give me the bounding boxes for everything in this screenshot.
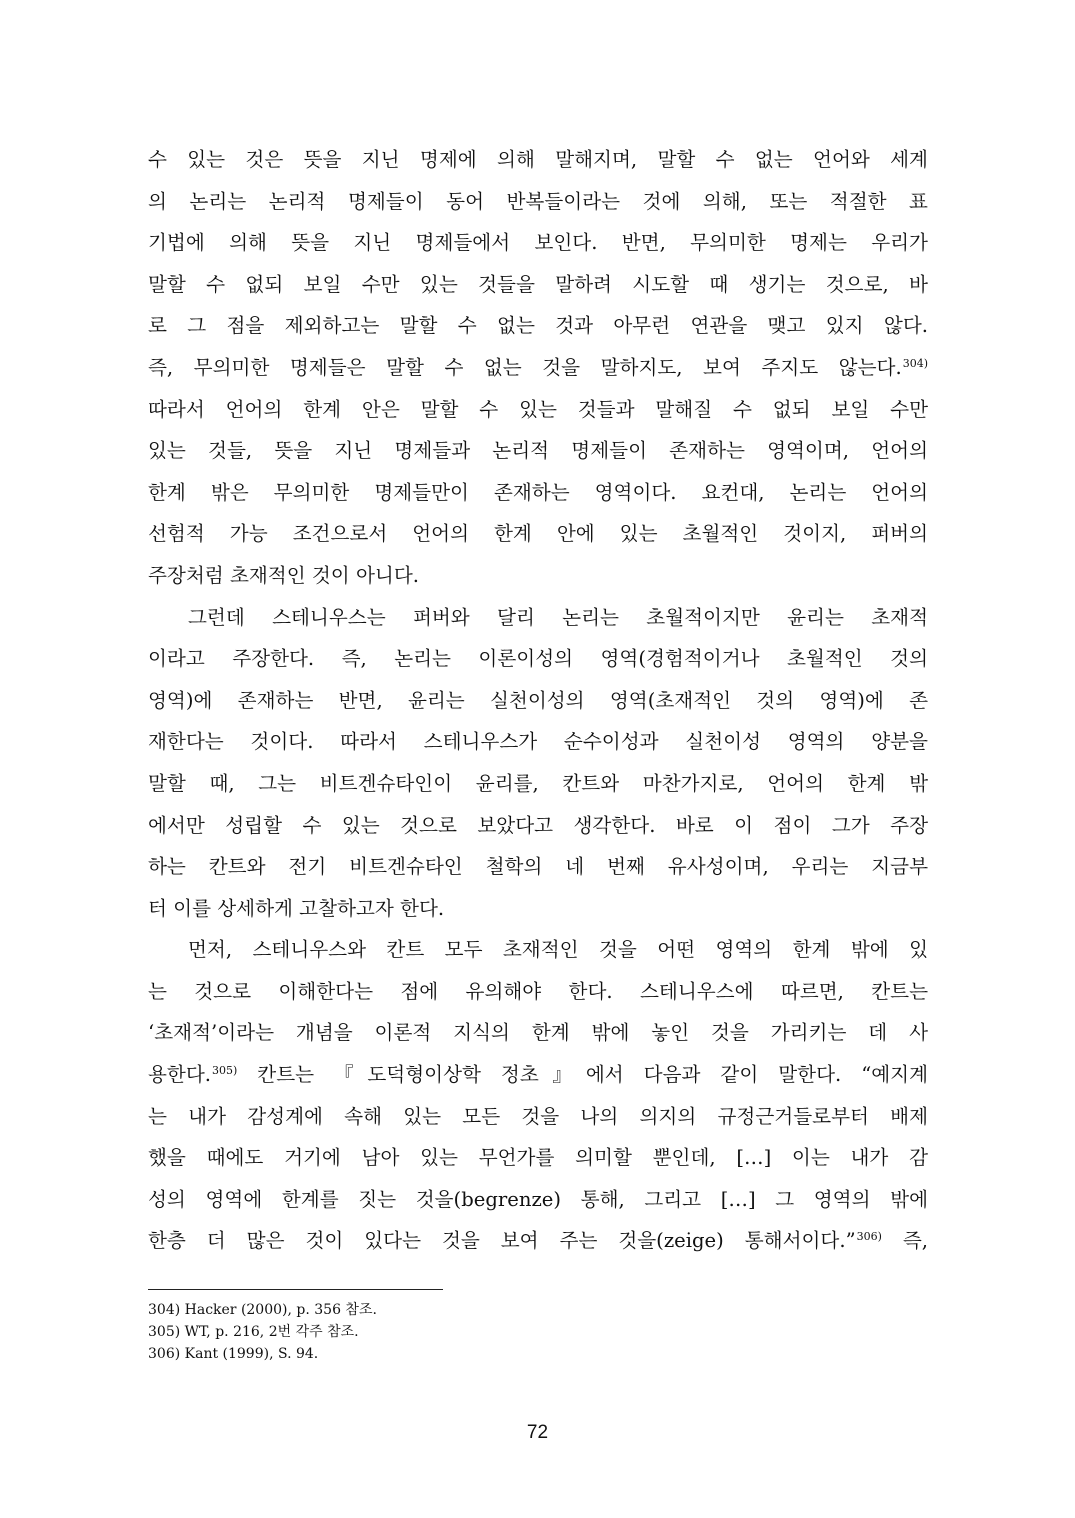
text-line: 성의 영역에 한계를 짓는 것을(begrenze) 통해, 그리고 […] 그 영역의 밖에 — [148, 1187, 928, 1211]
text-line: 말할 수 없되 보일 수만 있는 것들을 말하려 시도할 때 생기는 것으로, 바 — [148, 272, 928, 296]
text-segment: 즉, 무의미한 명제들은 말할 수 없는 것을 말하지도, 보여 주지도 않는다. — [148, 355, 902, 379]
text-line: 말할 때, 그는 비트겐슈타인이 윤리를, 칸트와 마찬가지로, 언어의 한계 밖 — [148, 771, 928, 795]
page-number: 72 — [526, 1422, 549, 1443]
text-segment: 즉, — [881, 1229, 928, 1253]
text-line: 있는 것들, 뜻을 지닌 명제들과 논리적 명제들이 존재하는 영역이며, 언어의 — [148, 439, 928, 463]
text-line — [148, 1054, 928, 1096]
footnote-ref: 306) — [856, 1230, 882, 1244]
text-line: 했을 때에도 거기에 남아 있는 무언가를 의미할 뿐인데, […] 이는 내가 감 — [148, 1146, 928, 1170]
text-line: 하는 칸트와 전기 비트겐슈타인 철학의 네 번째 유사성이며, 우리는 지금부 — [148, 855, 928, 879]
text-line: 따라서 언어의 한계 안은 말할 수 있는 것들과 말해질 수 없되 보일 수만 — [148, 397, 928, 421]
footnote-item: 305) WT, p. 216, 2번 각주 참조. — [148, 1324, 359, 1340]
text-line: 한계 밖은 무의미한 명제들만이 존재하는 영역이다. 요컨대, 논리는 언어의 — [148, 480, 928, 504]
text-line: 영역)에 존재하는 반면, 윤리는 실천이성의 영역(초재적인 것의 영역)에 존 — [148, 688, 928, 712]
footnotes — [148, 1299, 377, 1365]
text-line: 재한다는 것이다. 따라서 스테니우스가 순수이성과 실천이성 영역의 양분을 — [148, 730, 928, 754]
text-line: ‘초재적’이라는 개념을 이론적 지식의 한계 밖에 놓인 것을 가리키는 데 사 — [148, 1021, 928, 1045]
text-segment: 한층 더 많은 것이 있다는 것을 보여 주는 것을(zeige) 통해서이다.” — [148, 1229, 856, 1253]
text-line: 에서만 성립할 수 있는 것으로 보았다고 생각한다. 바로 이 점이 그가 주장 — [148, 813, 928, 837]
text-line — [148, 1220, 928, 1262]
text-line: 의 논리는 논리적 명제들이 동어 반복들이라는 것에 의해, 또는 적절한 표 — [148, 189, 928, 213]
text-segment: 칸트는 『도덕형이상학 정초』에서 다음과 같이 말한다. “예지계 — [237, 1063, 928, 1087]
text-segment: 용한다. — [148, 1063, 212, 1087]
footnote-item: 306) Kant (1999), S. 94. — [148, 1346, 319, 1362]
text-line: 먼저, 스테니우스와 칸트 모두 초재적인 것을 어떤 영역의 한계 밖에 있 — [188, 938, 928, 962]
text-line: 수 있는 것은 뜻을 지닌 명제에 의해 말해지며, 말할 수 없는 언어와 세계 — [148, 148, 928, 171]
footnote-ref: 304) — [902, 356, 928, 370]
footnote-ref: 305) — [212, 1064, 238, 1078]
text-line: 선험적 가능 조건으로서 언어의 한계 안에 있는 초월적인 것이지, 퍼버의 — [148, 522, 928, 546]
body-text — [148, 139, 928, 1262]
text-line: 는 것으로 이해한다는 점에 유의해야 한다. 스테니우스에 따르면, 칸트는 — [148, 979, 928, 1003]
text-line: 주장처럼 초재적인 것이 아니다. — [148, 563, 419, 587]
text-line: 기법에 의해 뜻을 지닌 명제들에서 보인다. 반면, 무의미한 명제는 우리가 — [148, 231, 928, 255]
text-line — [148, 347, 928, 389]
text-line: 터 이를 상세하게 고찰하고자 한다. — [148, 896, 445, 920]
text-line: 로 그 점을 제외하고는 말할 수 없는 것과 아무런 연관을 맺고 있지 않다. — [148, 314, 928, 338]
text-line: 는 내가 감성계에 속해 있는 모든 것을 나의 의지의 규정근거들로부터 배제 — [148, 1104, 928, 1128]
text-line: 그런데 스테니우스는 퍼버와 달리 논리는 초월적이지만 윤리는 초재적 — [188, 605, 928, 629]
footnote-item: 304) Hacker (2000), p. 356 참조. — [148, 1302, 377, 1318]
text-line: 이라고 주장한다. 즉, 논리는 이론이성의 영역(경험적이거나 초월적인 것의 — [148, 647, 928, 671]
footnote-divider — [148, 1289, 443, 1290]
